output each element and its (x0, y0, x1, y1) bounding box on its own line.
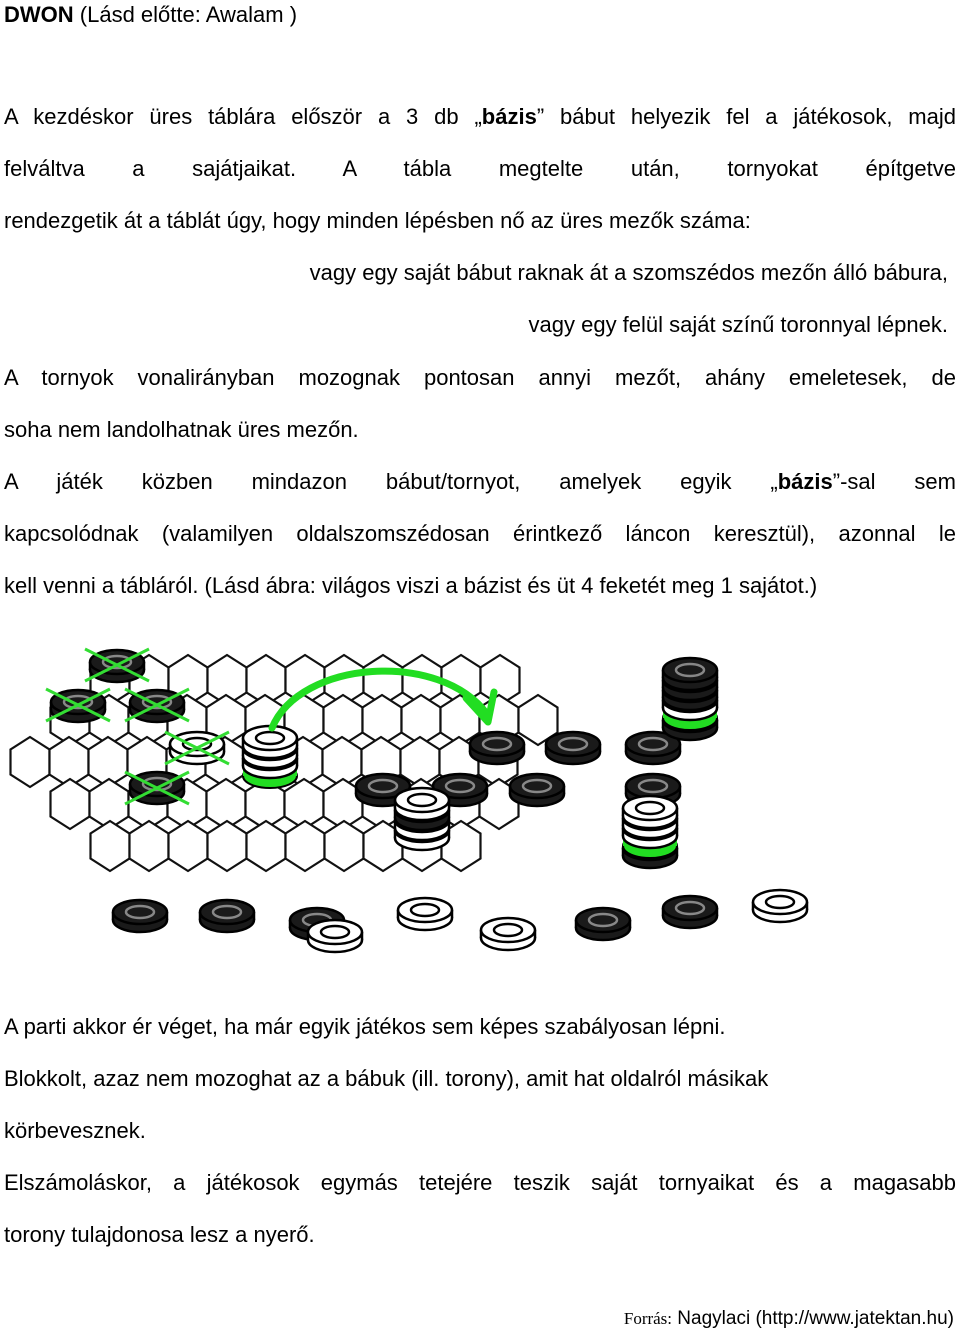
text-line: kell venni a tábláról. (Lásd ábra: világos viszi a bázist és üt 4 feketét meg 1 sajátot.) (4, 573, 818, 598)
piece-top (663, 658, 717, 682)
source-credit (624, 1308, 954, 1330)
piece-top (395, 788, 449, 812)
board-cell (247, 821, 286, 871)
piece-top (398, 898, 452, 922)
text-line: körbevesznek. (4, 1118, 146, 1143)
board-cell (91, 821, 130, 871)
piece-top (623, 796, 677, 820)
text-line: kapcsolódnak (valamilyen oldalszomszédosan érintkező láncon keresztül), azonnal le (4, 521, 956, 546)
piece-top (481, 918, 535, 942)
board-figure (0, 640, 960, 970)
text-line: A parti akkor ér véget, ha már egyik játékos sem képes szabályosan lépni. (4, 1014, 726, 1039)
bold-term: bázis (777, 469, 833, 494)
piece-top (170, 732, 224, 756)
piece-top (90, 650, 144, 674)
text-line: A tornyok vonalirányban mozognak pontosan annyi mezőt, ahány emeletesek, de (4, 365, 956, 390)
piece-top (51, 690, 105, 714)
text-line: A játék közben mindazon bábut/tornyot, amelyek egyik „bázis”-sal sem (4, 469, 956, 494)
board-cell (325, 821, 364, 871)
board-cell (286, 821, 325, 871)
board-cell (130, 821, 169, 871)
text-line: Elszámoláskor, a játékosok egymás tetejére teszik saját tornyaikat és a magasabb (4, 1170, 956, 1195)
board-cell (51, 779, 90, 829)
page-title (4, 2, 297, 28)
board-cell (169, 821, 208, 871)
piece-top (130, 690, 184, 714)
piece-top (200, 900, 254, 924)
title-note: (Lásd előtte: Awalam ) (73, 2, 298, 27)
piece-top (663, 896, 717, 920)
piece-top (113, 900, 167, 924)
text-line: torony tulajdonosa lesz a nyerő. (4, 1222, 315, 1247)
piece-top (753, 890, 807, 914)
source-label: Forrás: (623, 1309, 673, 1328)
bold-term: bázis (481, 104, 537, 129)
game-name: DWON (4, 2, 74, 27)
source-text: Nagylaci (http://www.jatektan.hu) (672, 1308, 954, 1329)
board-cell (208, 821, 247, 871)
piece-top (546, 732, 600, 756)
text-line: Blokkolt, azaz nem mozoghat az a bábuk (ill. torony), amit hat oldalról másikak (4, 1066, 769, 1091)
piece-top (308, 920, 362, 944)
board-cell (11, 737, 50, 787)
piece-top (470, 732, 524, 756)
text-line: felváltva a sajátjaikat. A tábla megtelte után, tornyokat építgetve (4, 156, 956, 181)
piece-top (576, 908, 630, 932)
text-line: vagy egy saját bábut raknak át a szomszédos mezőn álló bábura, (309, 260, 948, 285)
text-line: rendezgetik át a táblát úgy, hogy minden lépésben nő az üres mezők száma: (4, 208, 751, 233)
text-line: A kezdéskor üres táblára először a 3 db „bázis” bábut helyezik fel a játékosok, majd (4, 104, 956, 129)
text-line: soha nem landolhatnak üres mezőn. (4, 417, 359, 442)
piece-top (626, 774, 680, 798)
piece-top (130, 772, 184, 796)
text-line: vagy egy felül saját színű toronnyal lépnek. (528, 312, 948, 337)
piece-top (510, 774, 564, 798)
